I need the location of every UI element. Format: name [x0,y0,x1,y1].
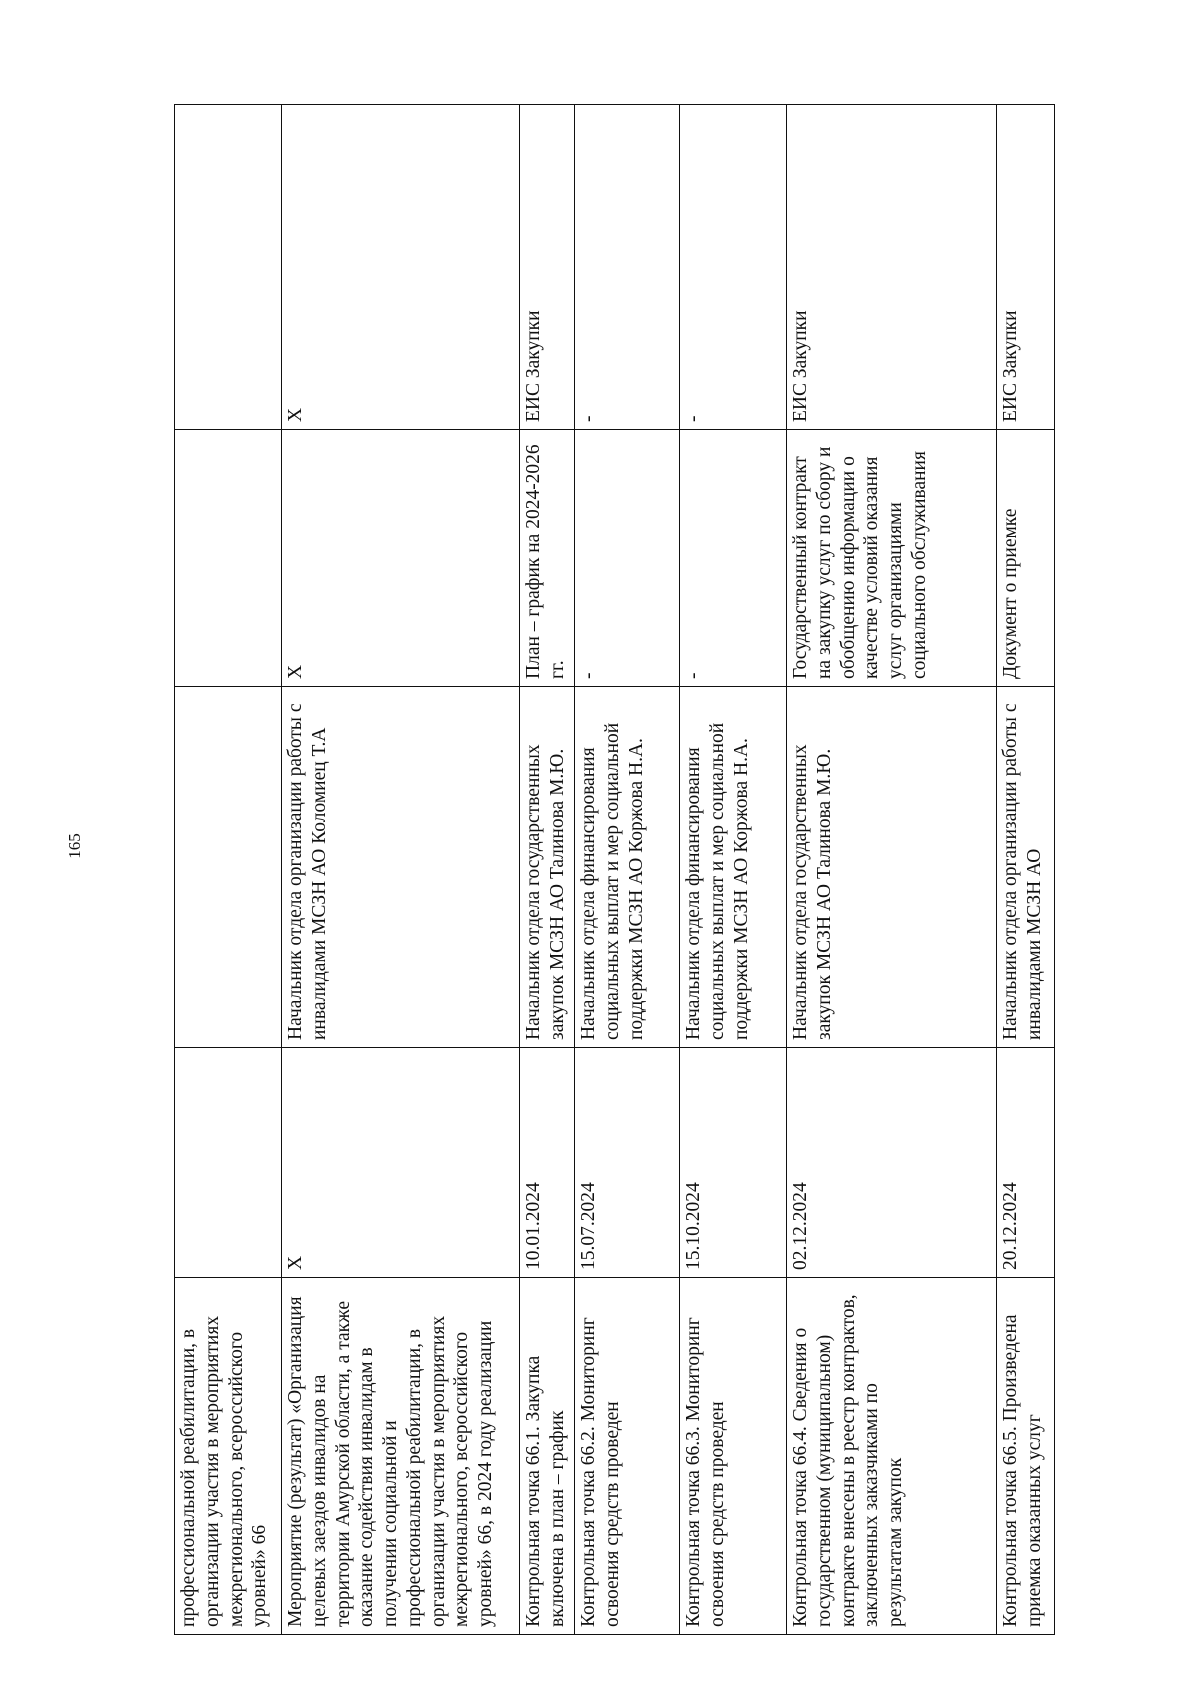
cell-responsible: Начальник отдела финансирования социальных выплат и мер социальной поддержки МСЗН АО Коржова Н.А. [575,687,680,1048]
cell-responsible [175,687,282,1048]
cell-responsible: Начальник отдела государственных закупок МСЗН АО Талинова М.Ю. [787,687,997,1048]
cell-date: 15.07.2024 [575,1048,680,1278]
cell-document: X [282,430,520,687]
cell-document: - [680,430,787,687]
cell-responsible: Начальник отдела организации работы с инвалидами МСЗН АО Коломиец Т.А [282,687,520,1048]
schedule-table [174,104,1055,1635]
cell-responsible: Начальник отдела организации работы с инвалидами МСЗН АО [997,687,1055,1048]
cell-system: - [680,105,787,430]
cell-system: ЕИС Закупки [520,105,575,430]
page-number: 165 [64,833,84,859]
cell-document: Государственный контракт на закупку услуг по сбору и обобщению информации о качестве условий оказания услуг организациями социального обслуживания [787,430,997,687]
cell-document: План – график на 2024-2026 гг. [520,430,575,687]
cell-date: 20.12.2024 [997,1048,1055,1278]
cell-name: Мероприятие (результат) «Организация целевых заездов инвалидов на территории Амурской области, а также оказание содействия инвалидам в получении социальной и профессиональной реабилитации, в организации участия в мероприятиях межрегионального, всероссийского уровней» 66, в 2024 году реализации [282,1278,520,1635]
cell-name: Контрольная точка 66.4. Сведения о государственном (муниципальном) контракте внесены в реестр контрактов, заключенных заказчиками по результатам закупок [787,1278,997,1635]
cell-name: Контрольная точка 66.1. Закупка включена в план – график [520,1278,575,1635]
table-row [680,105,787,1635]
table-row [787,105,997,1635]
cell-date: X [282,1048,520,1278]
cell-date [175,1048,282,1278]
cell-document: Документ о приемке [997,430,1055,687]
table-row [520,105,575,1635]
cell-system [175,105,282,430]
table-container [174,105,1054,1635]
table-row [175,105,282,1635]
cell-system: - [575,105,680,430]
cell-date: 10.01.2024 [520,1048,575,1278]
cell-name: Контрольная точка 66.3. Мониторинг освоения средств проведен [680,1278,787,1635]
cell-document [175,430,282,687]
cell-responsible: Начальник отдела финансирования социальных выплат и мер социальной поддержки МСЗН АО Коржова Н.А. [680,687,787,1048]
cell-name: профессиональной реабилитации, в организации участия в мероприятиях межрегионального, всероссийского уровней» 66 [175,1278,282,1635]
cell-responsible: Начальник отдела государственных закупок МСЗН АО Талинова М.Ю. [520,687,575,1048]
table-row [575,105,680,1635]
table-row [997,105,1055,1635]
cell-system: ЕИС Закупки [787,105,997,430]
cell-date: 15.10.2024 [680,1048,787,1278]
cell-document: - [575,430,680,687]
cell-system: ЕИС Закупки [997,105,1055,430]
cell-date: 02.12.2024 [787,1048,997,1278]
cell-name: Контрольная точка 66.2. Мониторинг освоения средств проведен [575,1278,680,1635]
table-row [282,105,520,1635]
cell-name: Контрольная точка 66.5. Произведена приемка оказанных услуг [997,1278,1055,1635]
cell-system: X [282,105,520,430]
